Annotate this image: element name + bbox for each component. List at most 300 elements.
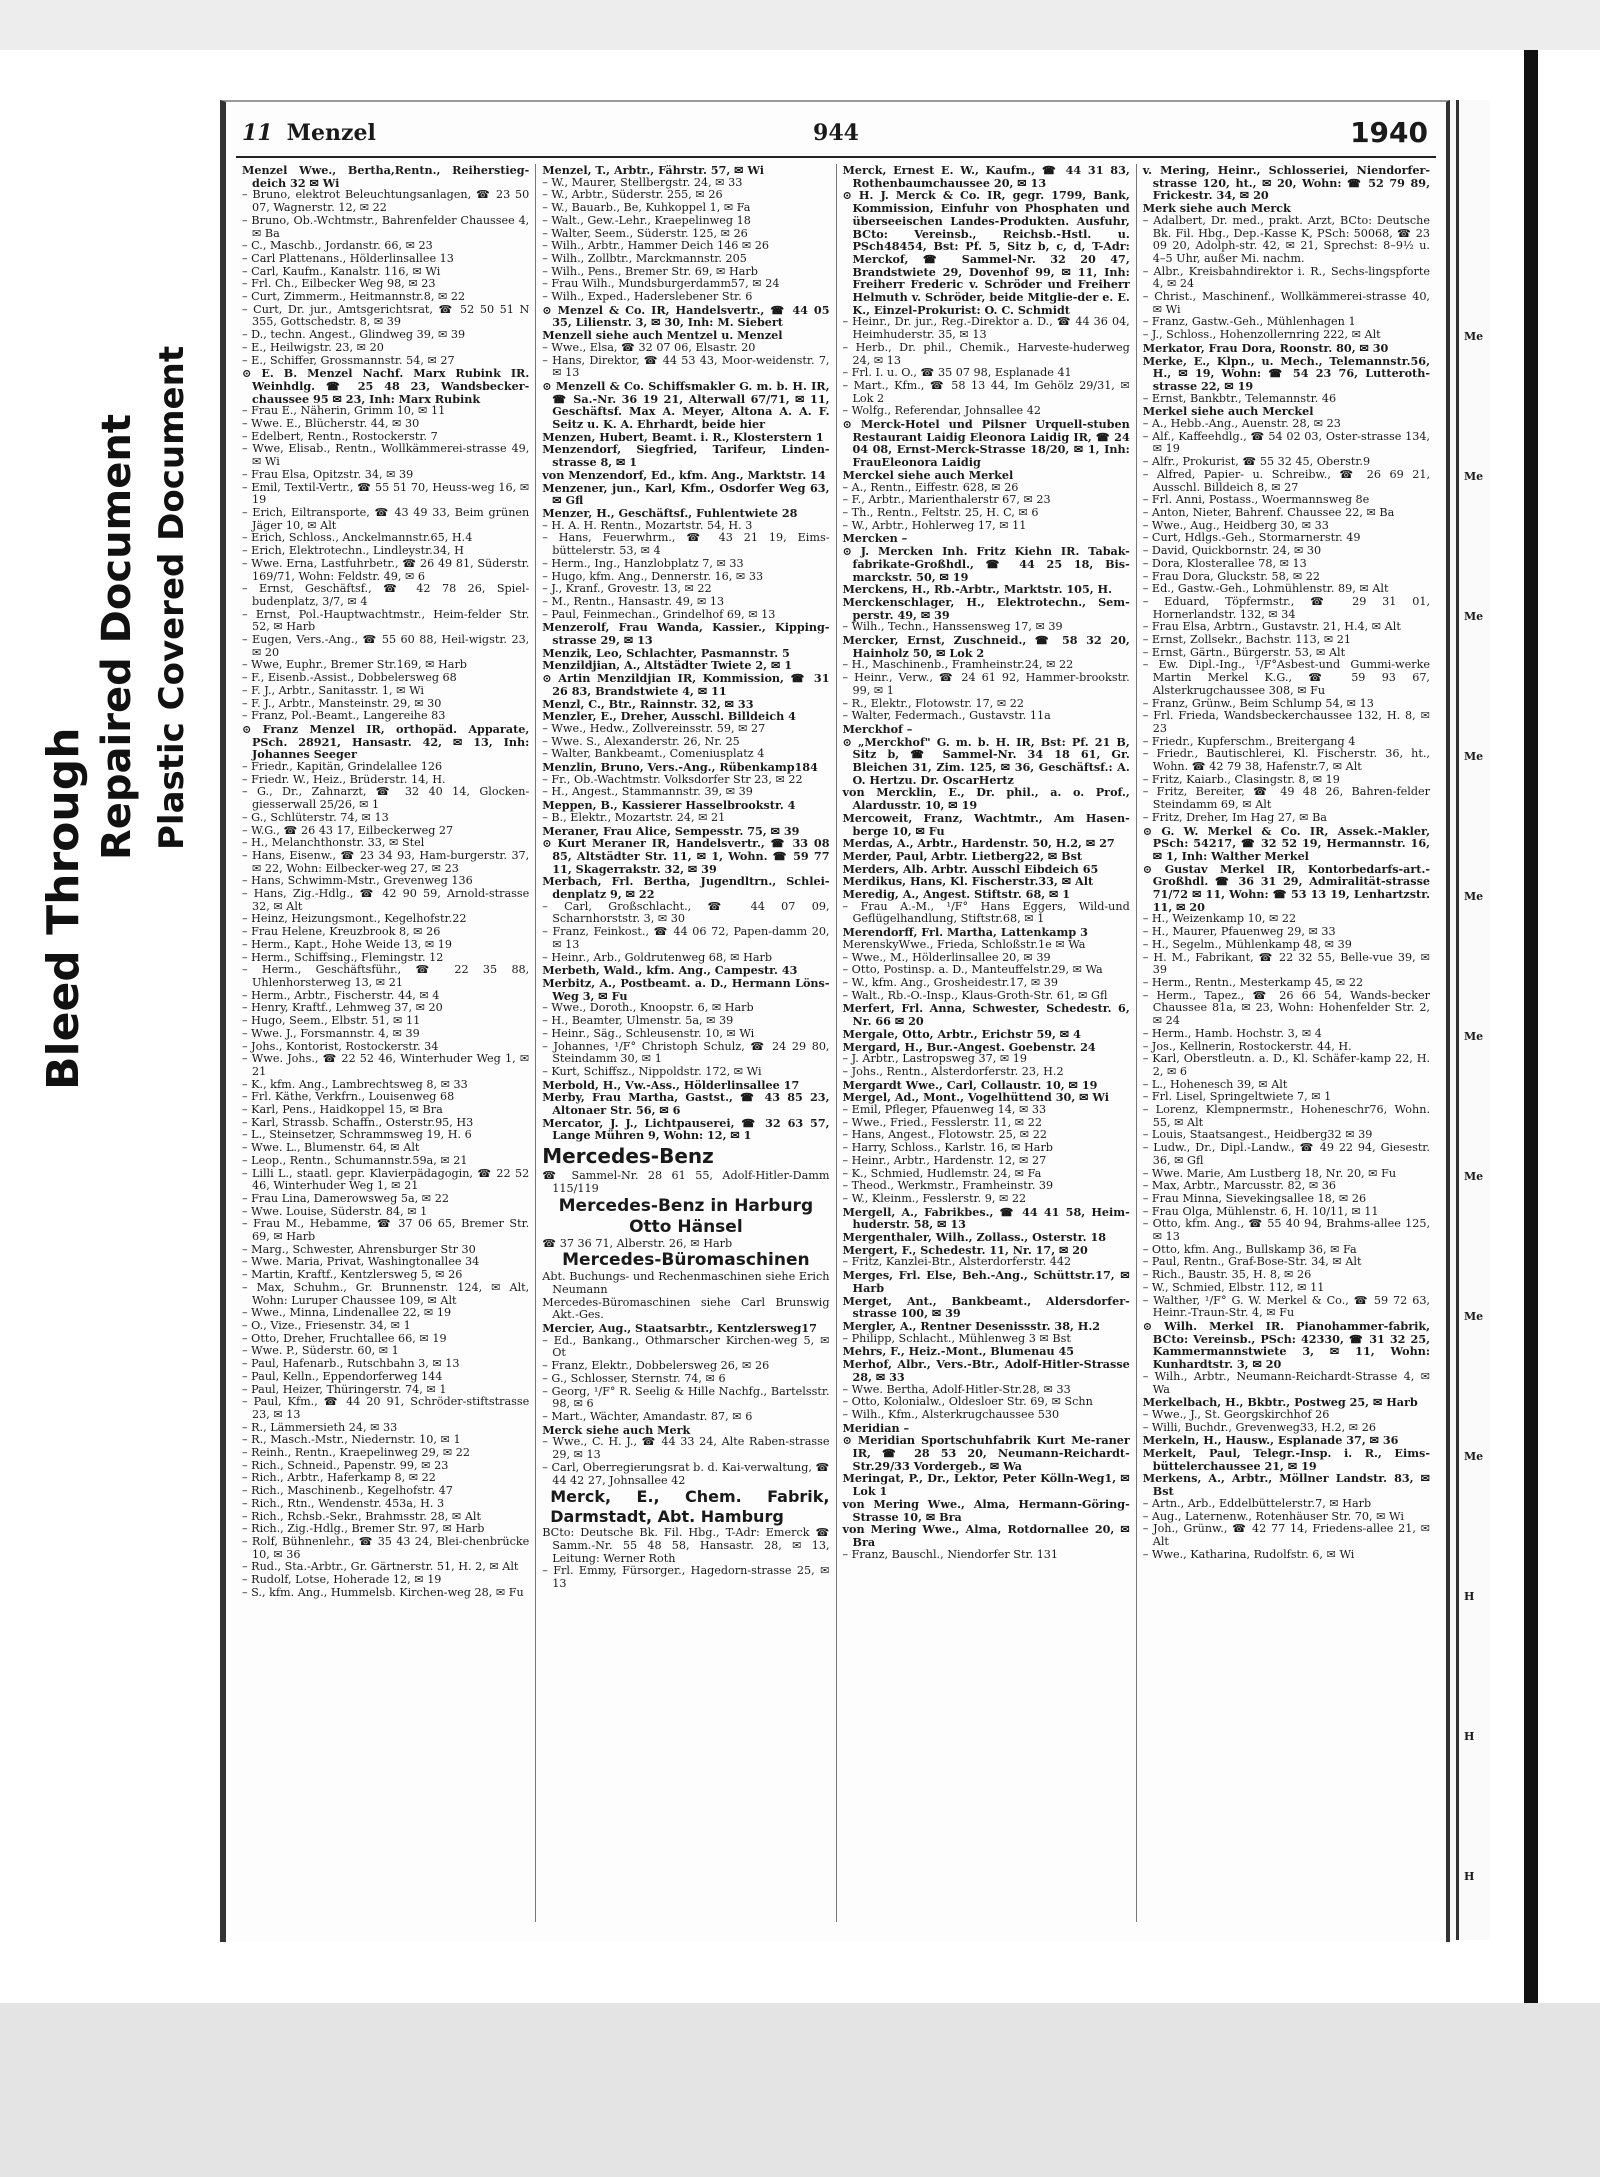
directory-entry: – Walt., Gew.-Lehr., Kraepelinweg 18 xyxy=(542,213,751,227)
directory-entry: – Rudolf, Lotse, Hoherade 12, ✉ 19 xyxy=(242,1573,442,1587)
directory-entry: ⊙ Gustav Merkel IR, Kontorbedarfs-art.-Großhdl. ☎ 36 31 29, Admiralität-strasse 71/72 ✉ 11, Wohn: ☎ 53 13 19, Lenhartzstr. 11, ✉ 20 xyxy=(1142,861,1430,914)
scan-right-margin xyxy=(1500,50,1600,2003)
directory-entry: – Th., Rentn., Feltstr. 25, H. C, ✉ 6 xyxy=(842,505,1039,519)
directory-entry: – Wwe. Marie, Am Lustberg 18, Nr. 20, ✉ Fu xyxy=(1142,1166,1397,1180)
directory-entry: – Franz, Elektr., Dobbelersweg 26, ✉ 26 xyxy=(542,1359,770,1373)
directory-entry: – Friedr., Kupferschm., Breitergang 4 xyxy=(1142,734,1356,748)
directory-entry: – H., Melanchthonstr. 33, ✉ Stel xyxy=(242,836,425,850)
directory-entry: – Herm., Rentn., Mesterkamp 45, ✉ 22 xyxy=(1142,976,1364,989)
directory-entry: – Franz, Feinkost., ☎ 44 06 72, Papen-damm 20, ✉ 13 xyxy=(542,925,830,951)
directory-entry: – Ed., Bankang., Othmarscher Kirchen-weg 5, ✉ Ot xyxy=(542,1333,830,1360)
directory-entry: – Frau Lina, Damerowsweg 5a, ✉ 22 xyxy=(242,1191,449,1205)
directory-entry: Menzendorf, Siegfried, Tarifeur, Linden-strasse 8, ✉ 1 xyxy=(542,442,830,470)
directory-entry: von Mering Wwe., Alma, Rotdornallee 20, ✉ Bra xyxy=(842,1522,1130,1549)
directory-entry: Merkel siehe auch Merckel xyxy=(1142,404,1314,419)
directory-entry: – Herm., Kapt., Hohe Weide 13, ✉ 19 xyxy=(242,937,453,951)
directory-entry: – Wwe, Elisab., Rentn., Wollkämmerei-strasse 49, ✉ Wi xyxy=(242,442,530,469)
directory-entry: – Karl, Oberstleutn. a. D., Kl. Schäfer-kamp 22, H. 2, ✉ 6 xyxy=(1142,1052,1430,1078)
adjacent-page-fragment: Me xyxy=(1464,1450,1484,1463)
directory-entry: – Kurt, Schiffsz., Nippoldstr. 172, ✉ Wi xyxy=(542,1064,762,1078)
directory-entry: – L., Steinsetzer, Schrammsweg 19, H. 6 xyxy=(242,1128,472,1142)
label-repaired-document: Repaired Document xyxy=(94,414,140,860)
directory-entry: – Joh., Grünw., ☎ 42 77 14, Friedens-allee 21, ✉ Alt xyxy=(1142,1522,1430,1548)
directory-entry: Menzl, C., Btr., Rainnstr. 32, ✉ 33 xyxy=(542,696,754,711)
directory-entry: – Carl, Großschlacht., ☎ 44 07 09, Scharnhorststr. 3, ✉ 30 xyxy=(542,899,830,926)
directory-entry: – R., Elektr., Flotowstr. 17, ✉ 22 xyxy=(842,696,1025,710)
directory-entry: ⊙ Franz Menzel IR, orthopäd. Apparate, PSch. 28921, Hansastr. 42, ✉ 13, Inh: Johannes Seeger xyxy=(242,721,530,762)
directory-entry: – O., Vize., Friesenstr. 34, ✉ 1 xyxy=(242,1318,411,1332)
directory-entry: – Walter, Bankbeamt., Comeniusplatz 4 xyxy=(542,747,765,761)
directory-entry: – Frau Minna, Sievekingsallee 18, ✉ 26 xyxy=(1142,1191,1367,1205)
directory-entry: – Erich, Eiltransporte, ☎ 43 49 33, Beim grünen Jäger 10, ✉ Alt xyxy=(242,505,530,532)
directory-entry: – G., Schlüterstr. 74, ✉ 13 xyxy=(242,810,389,824)
directory-entry: – Theod., Werkmstr., Framheinstr. 39 xyxy=(842,1179,1054,1193)
directory-entry: Menzlin, Bruno, Vers.-Ang., Rübenkamp184 xyxy=(542,760,818,775)
directory-entry: ☎ 37 36 71, Alberstr. 26, ✉ Harb xyxy=(542,1236,733,1250)
directory-entry: – Heinr., Dr. jur., Reg.-Direktor a. D., ☎ 44 36 04, Heimhuderstr. 35, ✉ 13 xyxy=(842,315,1130,342)
directory-entry: – Alfred, Papier- u. Schreibw., ☎ 26 69 21, Ausschl. Billdeich 8, ✉ 27 xyxy=(1142,467,1430,494)
directory-entry: – Frl. I. u. O., ☎ 35 07 98, Esplanade 41 xyxy=(842,366,1072,380)
directory-entry: Mehrs, F., Heiz.-Mont., Blumenau 45 xyxy=(842,1344,1075,1359)
directory-entry: – Emil, Textil-Vertr., ☎ 55 51 70, Heuss-weg 16, ✉ 19 xyxy=(242,480,530,507)
directory-entry: ⊙ Menzell & Co. Schiffsmakler G. m. b. H. IR, ☎ Sa.-Nr. 36 19 21, Alterwall 67/71, ✉ 11, Geschäftsf. Max A. Meyer, Altona A. A. F. Seitz u. K. A. Ehrhardt, beide hier xyxy=(542,378,830,432)
directory-entry: Merkens, A., Arbtr., Möllner Landstr. 83, ✉ Bst xyxy=(1142,1471,1430,1499)
directory-entry: Merkelt, Paul, Telegr.-Insp. i. R., Eims-büttelerchaussee 21, ✉ 19 xyxy=(1142,1446,1430,1473)
directory-entry: – Max, Arbtr., Marcusstr. 82, ✉ 36 xyxy=(1142,1179,1336,1193)
directory-entry: – Paul, Feinmechan., Grindelhof 69, ✉ 13 xyxy=(542,607,776,621)
directory-entry: ⊙ Artin Menzildjian IR, Kommission, ☎ 31 26 83, Brandstwiete 4, ✉ 11 xyxy=(542,671,830,698)
directory-entry: – R., Masch.-Mstr., Niedernstr. 10, ✉ 1 xyxy=(242,1433,461,1447)
directory-columns xyxy=(236,164,1436,1922)
directory-entry: – Otto, Kolonialw., Oldesloer Str. 69, ✉ Schn xyxy=(842,1395,1093,1409)
directory-entry: – W., Kleinm., Fesslerstr. 9, ✉ 22 xyxy=(842,1191,1027,1205)
directory-entry: – Frau Elsa, Opitzstr. 34, ✉ 39 xyxy=(242,467,414,481)
directory-entry: – Friedr., Kapitän, Grindelallee 126 xyxy=(242,760,443,774)
directory-entry: ⊙ „Merckhof" G. m. b. H. IR, Bst: Pf. 21 B, Sitz b, ☎ Sammel-Nr. 34 18 61, Gr. Bleichen 31, Zim. 125, ✉ 36, Geschäftsf.: A. O. Hertzu. Dr. OscarHertz xyxy=(842,734,1130,787)
directory-entry: – Rich., Arbtr., Haferkamp 8, ✉ 22 xyxy=(242,1471,436,1485)
directory-entry: – Henry, Kraftf., Lehmweg 37, ✉ 20 xyxy=(242,1001,443,1015)
directory-entry: – E., Heilwigstr. 23, ✉ 20 xyxy=(242,340,384,354)
directory-entry: Mergler, A., Rentner Desenissstr. 38, H.2 xyxy=(842,1318,1101,1333)
adjacent-page-fragment: Me xyxy=(1464,1170,1484,1183)
directory-entry: – Franz, Pol.-Beamt., Langereihe 83 xyxy=(242,709,446,723)
directory-entry: – Walter, Federmach., Gustavstr. 11a xyxy=(842,709,1051,723)
directory-entry: – W., Bauarb., Be, Kuhkoppel 1, ✉ Fa xyxy=(542,201,751,215)
directory-entry: Merck siehe auch Merk xyxy=(542,1422,691,1437)
directory-entry: Menzerolf, Frau Wanda, Kassier., Kipping-strasse 29, ✉ 13 xyxy=(542,620,830,648)
directory-entry: Merkeln, H., Hausw., Esplanade 37, ✉ 36 xyxy=(1142,1433,1399,1448)
directory-entry: – Herm., Arbtr., Fischerstr. 44, ✉ 4 xyxy=(242,988,440,1002)
directory-entry: Menzer, H., Geschäftsf., Fuhlentwiete 28 xyxy=(542,505,798,520)
directory-entry: – Frl. Käthe, Verkfrn., Louisenweg 68 xyxy=(242,1090,455,1104)
directory-entry: – Herm., Geschäftsführ., ☎ 22 35 88, Uhlenhorsterweg 13, ✉ 21 xyxy=(242,963,530,989)
directory-entry: Mergenthaler, Wilh., Zollass., Osterstr. 18 xyxy=(842,1230,1107,1245)
directory-entry: Mergardt Wwe., Carl, Collaustr. 10, ✉ 19 xyxy=(842,1077,1098,1092)
directory-entry: Merbeth, Wald., kfm. Ang., Campestr. 43 xyxy=(542,963,798,978)
directory-entry: – Wwe. J., Forsmannstr. 4, ✉ 39 xyxy=(242,1026,420,1040)
directory-entry: Merbach, Frl. Bertha, Jugendltrn., Schlei-denplatz 9, ✉ 22 xyxy=(542,874,830,902)
directory-entry: – H., Angest., Stammannstr. 39, ✉ 39 xyxy=(542,785,753,799)
directory-entry: – Frau Wilh., Mundsburgerdamm57, ✉ 24 xyxy=(542,277,780,291)
directory-entry: – Hugo, Seem., Elbstr. 51, ✉ 11 xyxy=(242,1014,421,1028)
adjacent-page-fragment: H xyxy=(1464,1730,1475,1743)
directory-entry: – B., Elektr., Mozartstr. 24, ✉ 21 xyxy=(542,810,726,824)
directory-entry: Menzildjian, A., Altstädter Twiete 2, ✉ 1 xyxy=(542,658,793,673)
directory-entry: Menzler, E., Dreher, Ausschl. Billdeich 4 xyxy=(542,709,796,724)
directory-entry: ⊙ Menzel & Co. IR, Handelsvertr., ☎ 44 05 35, Lilienstr. 3, ✉ 30, Inh: M. Siebert xyxy=(542,302,830,330)
directory-entry: Menzell siehe auch Mentzel u. Menzel xyxy=(542,328,783,343)
directory-entry: ⊙ Meridian Sportschuhfabrik Kurt Me-raner IR, ☎ 28 53 20, Neumann-Reichardt-Str.29/33 Vordergeb., ✉ Wa xyxy=(842,1433,1130,1473)
directory-entry: Merk siehe auch Merck xyxy=(1142,201,1291,216)
directory-entry: – Philipp, Schlacht., Mühlenweg 3 ✉ Bst xyxy=(842,1331,1071,1345)
directory-entry: – Heinr., Säg., Schleusenstr. 10, ✉ Wi xyxy=(542,1026,755,1040)
directory-entry: – Georg, ¹/F° R. Seelig & Hille Nachfg., Bartelsstr. 98, ✉ 6 xyxy=(542,1384,830,1411)
adjacent-page-fragment: Me xyxy=(1464,1310,1484,1323)
directory-entry: – Wwe. S., Alexanderstr. 26, Nr. 25 xyxy=(542,734,740,748)
adjacent-page-fragment: Me xyxy=(1464,330,1484,343)
directory-entry: – Frau Olga, Mühlenstr. 6, H. 10/11, ✉ 11 xyxy=(1142,1204,1379,1218)
directory-entry: – Fr., Ob.-Wachtmstr. Volksdorfer Str 23, ✉ 22 xyxy=(542,772,803,786)
directory-entry: – Frl. Anni, Postass., Woermannsweg 8e xyxy=(1142,493,1370,507)
directory-entry: – Wwe., Katharina, Rudolfstr. 6, ✉ Wi xyxy=(1142,1547,1355,1561)
directory-entry: – Herb., Dr. phil., Chemik., Harveste-huderweg 24, ✉ 13 xyxy=(842,340,1130,367)
directory-entry: – A., Hebb.-Ang., Auenstr. 28, ✉ 23 xyxy=(1142,417,1341,431)
directory-entry: – W., Arbtr., Hohlerweg 17, ✉ 11 xyxy=(842,518,1027,532)
directory-entry: – Friedr. W., Heiz., Brüderstr. 14, H. xyxy=(242,772,446,786)
directory-entry: – Hans, Eisenw., ☎ 23 34 93, Ham-burgerstr. 37, ✉ 22, Wohn: Eilbecker-weg 27, ✉ 23 xyxy=(242,848,530,875)
directory-entry: Mergell, A., Fabrikbes., ☎ 44 41 58, Heim-huderstr. 58, ✉ 13 xyxy=(842,1204,1130,1232)
directory-entry: – F., Eisenb.-Assist., Dobbelersweg 68 xyxy=(242,671,457,685)
directory-entry: – Carl Plattenans., Hölderlinsallee 13 xyxy=(242,251,454,265)
directory-entry: – Lilli L., staatl. gepr. Klavierpädagogin, ☎ 22 52 46, Winterhuder Weg 1, ✉ 21 xyxy=(242,1166,530,1193)
directory-entry: – Ernst, Gärtn., Bürgerstr. 53, ✉ Alt xyxy=(1142,645,1346,659)
directory-entry: – Frau E., Näherin, Grimm 10, ✉ 11 xyxy=(242,404,446,418)
directory-entry: – Fritz, Dreher, Im Hag 27, ✉ Ba xyxy=(1142,810,1327,824)
directory-entry: ⊙ G. W. Merkel & Co. IR, Assek.-Makler, PSch: 54217, ☎ 32 52 19, Hermannstr. 16, ✉ 1, Inh: Walther Merkel xyxy=(1142,823,1430,863)
directory-entry: – Reinh., Rentn., Kraepelinweg 29, ✉ 22 xyxy=(242,1446,471,1460)
directory-entry: Meridian – xyxy=(842,1420,910,1435)
directory-entry: – Frau Dora, Gluckstr. 58, ✉ 22 xyxy=(1142,569,1321,583)
directory-entry: – S., kfm. Ang., Hummelsb. Kirchen-weg 28, ✉ Fu xyxy=(242,1585,524,1599)
directory-entry: – Leop., Rentn., Schumannstr.59a, ✉ 21 xyxy=(242,1153,468,1167)
directory-entry: – Eduard, Töpfermstr., ☎ 29 31 01, Hornerlandstr. 132, ✉ 34 xyxy=(1142,594,1430,621)
directory-entry: – Heinr., Verw., ☎ 24 61 92, Hammer-brookstr. 99, ✉ 1 xyxy=(842,671,1130,697)
directory-entry: – Edelbert, Rentn., Rostockerstr. 7 xyxy=(242,429,438,443)
directory-entry: Mercator, J. J., Lichtpauserei, ☎ 32 63 57, Lange Mühren 9, Wohn: 12, ✉ 1 xyxy=(542,1115,830,1143)
directory-entry: von Mercklin, E., Dr. phil., a. o. Prof., Alardusstr. 10, ✉ 19 xyxy=(842,785,1130,813)
directory-entry: Mergert, F., Schedestr. 11, Nr. 17, ✉ 20 xyxy=(842,1242,1088,1257)
directory-entry: – Wwe. Maria, Privat, Washingtonallee 34 xyxy=(242,1255,480,1269)
directory-entry: ⊙ Merck-Hotel und Pilsner Urquell-stuben Restaurant Laidig Eleonora Laidig IR, ☎ 24 04 08, Ernst-Merck-Strasse 18/20, ✉ 1, Inh: FrauEleonora Laidig xyxy=(842,417,1130,470)
directory-entry: Meppen, B., Kassierer Hasselbrookstr. 4 xyxy=(542,798,796,813)
directory-entry: Mercker, Ernst, Zuschneid., ☎ 58 32 20, Hainholz 50, ✉ Lok 2 xyxy=(842,633,1130,660)
directory-entry: – Jos., Kellnerin, Rostockerstr. 44, H. xyxy=(1142,1039,1352,1053)
directory-entry: – Wwe., C. H. J., ☎ 44 33 24, Alte Raben-strasse 29, ✉ 13 xyxy=(542,1435,830,1462)
column-1 xyxy=(236,164,536,1922)
directory-entry: – Hans, Direktor, ☎ 44 53 43, Moor-weidenstr. 7, ✉ 13 xyxy=(542,353,830,380)
directory-entry: – Wwe., M., Hölderlinsallee 20, ✉ 39 xyxy=(842,950,1051,964)
directory-entry: Menzener, jun., Karl, Kfm., Osdorfer Weg 63, ✉ Gfl xyxy=(542,480,830,508)
column-3 xyxy=(837,164,1137,1922)
directory-entry: – Frau A.-M., ¹/F° Hans Eggers, Wild-und Geflügelhandlung, Stiftstr.68, ✉ 1 xyxy=(842,899,1130,926)
directory-entry: Mercoweit, Franz, Wachtmtr., Am Hasen-berge 10, ✉ Fu xyxy=(842,810,1130,838)
directory-entry: – Wilh., Zollbtr., Marckmannstr. 205 xyxy=(542,251,747,265)
directory-entry: – Ernst, Geschäftsf., ☎ 42 78 26, Spiel-budenplatz, 3/7, ✉ 4 xyxy=(242,582,530,608)
directory-entry: Mercedes-Benz in Harburg Otto Hänsel xyxy=(558,1195,814,1237)
directory-entry: ⊙ Wilh. Merkel IR. Pianohammer-fabrik, BCto: Vereinsb., PSch: 42330, ☎ 31 32 25, Kammermannstwiete 3, ✉ 11, Wohn: Kunhardtstr. 3, ✉ 20 xyxy=(1142,1318,1430,1372)
directory-entry: Merbitz, A., Postbeamt. a. D., Hermann Löns-Weg 3, ✉ Fu xyxy=(542,976,830,1003)
directory-entry: – Wilh., Arbtr., Neumann-Reichardt-Strasse 4, ✉ Wa xyxy=(1142,1369,1430,1396)
directory-entry: Merdikus, Hans, Kl. Fischerstr.33, ✉ Alt xyxy=(842,874,1094,889)
directory-entry: – Wwe. P., Süderstr. 60, ✉ 1 xyxy=(242,1344,399,1358)
directory-entry: – Mart., Kfm., ☎ 58 13 44, Im Gehölz 29/31, ✉ Lok 2 xyxy=(842,378,1130,405)
directory-entry: – G., Dr., Zahnarzt, ☎ 32 40 14, Glocken-giesserwall 25/26, ✉ 1 xyxy=(242,785,530,812)
directory-entry: – L., Hohenesch 39, ✉ Alt xyxy=(1142,1077,1288,1091)
directory-entry: – Erich, Elektrotechn., Lindleystr.34, H xyxy=(242,544,464,558)
directory-entry: – K., Schmied, Hudlemstr. 24, ✉ Fa xyxy=(842,1166,1042,1180)
directory-entry: – Bruno, elektrot Beleuchtungsanlagen, ☎ 23 50 07, Wagnerstr. 12, ✉ 22 xyxy=(242,188,530,215)
directory-entry: – Ernst, Zollsekr., Bachstr. 113, ✉ 21 xyxy=(1142,633,1352,647)
directory-entry: Merby, Frau Martha, Gastst., ☎ 43 85 23, Altonaer Str. 56, ✉ 6 xyxy=(542,1090,830,1118)
directory-entry: – Mart., Wächter, Amandastr. 87, ✉ 6 xyxy=(542,1409,753,1423)
directory-entry: – F., Arbtr., Marienthalerstr 67, ✉ 23 xyxy=(842,493,1051,507)
directory-entry: – J., Schloss., Hohenzollernring 222, ✉ Alt xyxy=(1142,328,1381,342)
directory-entry: – Wilh., Exped., Haderslebener Str. 6 xyxy=(542,290,753,304)
directory-entry: – Friedr., Bautischlerei, Kl. Fischerstr. 36, ht., Wohn. ☎ 42 79 38, Hafenstr.7, ✉ Alt xyxy=(1142,747,1430,774)
directory-entry: – F. J., Arbtr., Sanitasstr. 1, ✉ Wi xyxy=(242,683,424,697)
adjacent-page-fragment: H xyxy=(1464,1870,1475,1883)
directory-entry: – Wwe., Fried., Fesslerstr. 11, ✉ 22 xyxy=(842,1115,1042,1129)
directory-entry: – Louis, Staatsangest., Heidberg32 ✉ 39 xyxy=(1142,1128,1373,1142)
directory-entry: – Ew. Dipl.-Ing., ¹/F°Asbest-und Gummi-werke Martin Merkel K.G., ☎ 59 93 67, Alsterkrugchaussee 308, ✉ Fu xyxy=(1142,658,1430,697)
directory-entry: – Rich., Zig.-Hdlg., Bremer Str. 97, ✉ Harb xyxy=(242,1522,485,1536)
directory-entry: Mergard, H., Bur.-Angest. Goebenstr. 24 xyxy=(842,1039,1096,1054)
directory-entry: Meredig, A., Angest. Stiftstr. 68, ✉ 1 xyxy=(842,887,1071,902)
directory-entry: – Paul, Rentn., Graf-Bose-Str. 34, ✉ Alt xyxy=(1142,1255,1362,1269)
directory-entry: – Walter, Seem., Süderstr. 125, ✉ 26 xyxy=(542,226,748,240)
directory-entry: – Curt, Dr. jur., Amtsgerichtsrat, ☎ 52 50 51 N 355, Gottschedstr. 8, ✉ 39 xyxy=(242,302,530,329)
page-header xyxy=(236,116,1436,158)
directory-entry: – Karl, Strassb. Schaffn., Osterstr.95, H3 xyxy=(242,1115,474,1129)
directory-entry: Merhof, Albr., Vers.-Btr., Adolf-Hitler-Strasse 28, ✉ 33 xyxy=(842,1357,1130,1384)
directory-entry: – R., Lämmersieth 24, ✉ 33 xyxy=(242,1420,398,1434)
directory-entry: Merckhof – xyxy=(842,721,913,736)
directory-entry: – Hans, Angest., Flotowstr. 25, ✉ 22 xyxy=(842,1128,1047,1142)
directory-entry: – C., Maschb., Jordanstr. 66, ✉ 23 xyxy=(242,239,433,253)
directory-entry: ⊙ H. J. Merck & Co. IR, gegr. 1799, Bank, Kommission, Einfuhr von Phosphaten und überseeischen Landes-Produkten. Ausfuhr, BCto: Vereinsb., Reichsb.-Hstl. u. PSch48454, Bst: Pf. 5, Sitz b, c, d, T-Adr: Merckof, ☎ Sammel-Nr. 32 20 47, Brandstwiete 29, Dovenhof 99, ✉ 11, Inh: Freiherr Frederic v. Schröder und Freiherr Helmuth v. Schröder, beide Mitglie-der e. E. K., Einzel-Prokurist: O. C. Schmidt xyxy=(842,188,1130,317)
directory-entry: – Alfr., Prokurist, ☎ 55 32 45, Oberstr.9 xyxy=(1142,455,1371,469)
directory-entry: – M., Rentn., Hansastr. 49, ✉ 13 xyxy=(542,594,725,608)
directory-entry: MerenskyWwe., Frieda, Schloßstr.1e ✉ Wa xyxy=(842,937,1086,951)
directory-entry: Merkelbach, H., Bkbtr., Postweg 25, ✉ Harb xyxy=(1142,1395,1418,1410)
directory-entry: – Heinr., Arb., Goldrutenweg 68, ✉ Harb xyxy=(542,950,773,964)
directory-entry: Merke, E., Klpn., u. Mech., Telemannstr.56, H., ✉ 19, Wohn: ☎ 54 23 76, Lutteroth-strasse 22, ✉ 19 xyxy=(1142,353,1430,393)
directory-entry: Mercedes-Büromaschinen siehe Carl Brunswig Akt.-Ges. xyxy=(542,1295,830,1322)
directory-entry: – Artn., Arb., Eddelbüttelerstr.7, ✉ Harb xyxy=(1142,1496,1372,1510)
adjacent-page-fragment: Me xyxy=(1464,470,1484,483)
directory-entry: – H., Beamter, Ulmenstr. 5a, ✉ 39 xyxy=(542,1014,734,1028)
directory-entry: – Wwe., Aug., Heidberg 30, ✉ 33 xyxy=(1142,518,1329,532)
header-page-number: 944 xyxy=(813,120,859,146)
directory-entry: – Rich., Maschinenb., Kegelhofstr. 47 xyxy=(242,1484,453,1498)
directory-entry: Merbold, H., Vw.-Ass., Hölderlinsallee 17 xyxy=(542,1077,800,1092)
directory-entry: – Otto, Dreher, Fruchtallee 66, ✉ 19 xyxy=(242,1331,447,1345)
directory-entry: – Paul, Kfm., ☎ 44 20 91, Schröder-stiftstrasse 23, ✉ 13 xyxy=(242,1395,530,1421)
directory-entry: – Martin, Kraftf., Kentzlersweg 5, ✉ 26 xyxy=(242,1268,463,1282)
directory-entry: – H., Maschinenb., Framheinstr.24, ✉ 22 xyxy=(842,658,1074,672)
directory-entry: – E., Schiffer, Grossmannstr. 54, ✉ 27 xyxy=(242,353,455,367)
column-2 xyxy=(536,164,836,1922)
directory-entry: – Herm., Schiffsing., Flemingstr. 12 xyxy=(242,950,444,964)
directory-entry: – Rud., Sta.-Arbtr., Gr. Gärtnerstr. 51, H. 2, ✉ Alt xyxy=(242,1560,519,1574)
directory-entry: von Menzendorf, Ed., kfm. Ang., Marktstr. 14 xyxy=(542,467,826,482)
directory-entry: – Paul, Kelln., Eppendorferweg 144 xyxy=(242,1369,443,1383)
directory-entry: – Rich., Schneid., Papenstr. 99, ✉ 23 xyxy=(242,1458,449,1472)
directory-entry: Menzel Wwe., Bertha,Rentn., Reiherstieg-deich 32 ✉ Wi xyxy=(242,164,530,190)
directory-entry: – Otto, kfm. Ang., Bullskamp 36, ✉ Fa xyxy=(1142,1242,1357,1256)
directory-entry: – W., Arbtr., Süderstr. 255, ✉ 26 xyxy=(542,188,723,202)
directory-entry: Merckel siehe auch Merkel xyxy=(842,467,1014,482)
directory-entry: – Franz, Grünw., Beim Schlump 54, ✉ 13 xyxy=(1142,696,1374,710)
directory-entry: – Carl, Kaufm., Kanalstr. 116, ✉ Wi xyxy=(242,264,441,278)
directory-entry: – Wwe., Doroth., Knoopstr. 6, ✉ Harb xyxy=(542,1001,754,1015)
directory-entry: – Wilh., Techn., Hanssensweg 17, ✉ 39 xyxy=(842,620,1063,634)
directory-entry: v. Mering, Heinr., Schlosseriei, Niendorfer-strasse 120, ht., ✉ 20, Wohn: ☎ 52 79 89, Frickestr. 34, ✉ 20 xyxy=(1142,164,1430,203)
directory-entry: – H. M., Fabrikant, ☎ 22 32 55, Belle-vue 39, ✉ 39 xyxy=(1142,950,1430,977)
directory-entry: Menzen, Hubert, Beamt. i. R., Klosterstern 1 xyxy=(542,429,824,444)
directory-entry: – Frl. Lisel, Springeltwiete 7, ✉ 1 xyxy=(1142,1090,1332,1104)
directory-entry: – F. J., Arbtr., Mansteinstr. 29, ✉ 30 xyxy=(242,696,442,710)
header-volume-number: 11 xyxy=(242,120,273,146)
directory-entry: ⊙ E. B. Menzel Nachf. Marx Rubink IR. Weinhdlg. ☎ 25 48 23, Wandsbecker-chaussee 95 ✉ 23, Inh: Marx Rubink xyxy=(242,366,530,406)
directory-entry: – Willi, Buchdr., Grevenweg33, H.2, ✉ 26 xyxy=(1142,1420,1376,1434)
directory-entry: – Wilh., Arbtr., Hammer Deich 146 ✉ 26 xyxy=(542,239,770,253)
directory-entry: – Wwe., Hedw., Zollvereinsstr. 59, ✉ 27 xyxy=(542,721,766,735)
directory-entry: – Fritz, Bereiter, ☎ 49 48 26, Bahren-felder Steindamm 69, ✉ Alt xyxy=(1142,785,1430,812)
directory-entry: – W.G., ☎ 26 43 17, Eilbeckerweg 27 xyxy=(242,823,454,837)
directory-entry: – Christ., Maschinenf., Wollkämmerei-strasse 40, ✉ Wi xyxy=(1142,290,1430,316)
directory-entry: – H., Segelm., Mühlenkamp 48, ✉ 39 xyxy=(1142,937,1352,951)
directory-entry: – Max, Schuhm., Gr. Brunnenstr. 124, ✉ Alt, Wohn: Luruper Chaussee 109, ✉ Alt xyxy=(242,1280,530,1307)
directory-entry: Mergel, Ad., Mont., Vogelhüttend 30, ✉ Wi xyxy=(842,1090,1110,1105)
directory-entry: Mergale, Otto, Arbtr., Erichstr 59, ✉ 4 xyxy=(842,1026,1081,1041)
directory-entry: – Walt., Rb.-O.-Insp., Klaus-Groth-Str. 61, ✉ Gfl xyxy=(842,988,1108,1002)
adjacent-page-fragment: Me xyxy=(1464,750,1484,763)
directory-entry: Mercken – xyxy=(842,531,908,546)
directory-entry: – Wwe, Euphr., Bremer Str.169, ✉ Harb xyxy=(242,658,467,672)
directory-entry: – Alf., Kaffeehdlg., ☎ 54 02 03, Oster-strasse 134, ✉ 19 xyxy=(1142,429,1430,456)
directory-entry: – Carl, Oberregierungsrat b. d. Kai-verwaltung, ☎ 44 42 27, Johnsallee 42 xyxy=(542,1460,830,1487)
directory-entry: – Frl. Ch., Eilbecker Weg 98, ✉ 23 xyxy=(242,277,436,291)
directory-entry: – Wolfg., Referendar, Johnsallee 42 xyxy=(842,404,1041,418)
directory-entry: – Frau M., Hebamme, ☎ 37 06 65, Bremer Str. 69, ✉ Harb xyxy=(242,1217,530,1244)
directory-entry: – Franz, Bauschl., Niendorfer Str. 131 xyxy=(842,1547,1059,1561)
directory-entry: Merges, Frl. Else, Beh.-Ang., Schüttstr.17, ✉ Harb xyxy=(842,1268,1130,1295)
directory-entry: – Otto, kfm. Ang., ☎ 55 40 94, Brahms-allee 125, ✉ 13 xyxy=(1142,1217,1430,1244)
directory-entry: – Aug., Laternenw., Rotenhäuser Str. 70, ✉ Wi xyxy=(1142,1509,1404,1523)
directory-entry: ☎ Sammel-Nr. 28 61 55, Adolf-Hitler-Damm 115/119 xyxy=(542,1169,830,1195)
directory-entry: – Johannes, ¹/F° Christoph Schulz, ☎ 24 29 80, Steindamm 30, ✉ 1 xyxy=(542,1039,830,1066)
header-name: Menzel xyxy=(286,120,376,146)
directory-entry: – Frl. Frieda, Wandsbeckerchaussee 132, H. 8, ✉ 23 xyxy=(1142,709,1430,735)
directory-entry: – Rolf, Bühnenlehr., ☎ 35 43 24, Blei-chenbrücke 10, ✉ 36 xyxy=(242,1534,530,1561)
directory-entry: – Hans, Feuerwhrm., ☎ 43 21 19, Eims-büttelerstr. 53, ✉ 4 xyxy=(542,531,830,558)
directory-entry: – Johs., Rentn., Alsterdorferstr. 23, H.2 xyxy=(842,1064,1064,1078)
directory-entry: – A., Rentn., Eiffestr. 628, ✉ 26 xyxy=(842,480,1019,494)
directory-entry: – Albr., Kreisbahndirektor i. R., Sechs-lingspforte 4, ✉ 24 xyxy=(1142,264,1430,291)
directory-entry: – Wwe. Erna, Lastfuhrbetr., ☎ 26 49 81, Süderstr. 169/71, Wohn: Feldstr. 49, ✉ 6 xyxy=(242,556,530,583)
side-labels xyxy=(20,200,200,1100)
directory-entry: Mercedes-Büromaschinen xyxy=(562,1250,810,1271)
directory-entry: – Harry, Schloss., Karlstr. 16, ✉ Harb xyxy=(842,1141,1053,1155)
directory-entry: – Bruno, Ob.-Wchtmstr., Bahrenfelder Chaussee 4, ✉ Ba xyxy=(242,213,530,240)
adjacent-page-strip xyxy=(1450,100,1490,1940)
directory-entry: – Ludw., Dr., Dipl.-Landw., ☎ 49 22 94, Giesestr. 36, ✉ Gfl xyxy=(1142,1141,1430,1167)
directory-entry: Mercedes-Benz xyxy=(542,1144,714,1169)
directory-entry: – Walther, ¹/F° G. W. Merkel & Co., ☎ 59 72 63, Heinr.-Traun-Str. 4, ✉ Fu xyxy=(1142,1293,1430,1320)
scan-top-margin xyxy=(0,0,1600,50)
directory-entry: – Lorenz, Klempnermstr., Hoheneschr76, Wohn. 55, ✉ Alt xyxy=(1142,1103,1430,1129)
directory-entry: – J. Arbtr., Lastropsweg 37, ✉ 19 xyxy=(842,1052,1027,1066)
adjacent-page-fragment: Me xyxy=(1464,1030,1484,1043)
directory-entry: Merckenschlager, H., Elektrotechn., Sem-perstr. 49, ✉ 39 xyxy=(842,594,1130,622)
directory-entry: – Paul, Heizer, Thüringerstr. 74, ✉ 1 xyxy=(242,1382,447,1396)
page-edge xyxy=(1456,100,1459,1940)
directory-entry: – Ernst, Bankbtr., Telemannstr. 46 xyxy=(1142,391,1337,405)
scan-bottom-margin xyxy=(0,2003,1600,2177)
directory-entry: – W., Schmied, Elbstr. 112, ✉ 11 xyxy=(1142,1280,1325,1294)
directory-entry: Merders, Alb. Arbtr. Ausschl Eibdeich 65 xyxy=(842,861,1099,876)
directory-entry: – W., Maurer, Stellbergstr. 24, ✉ 33 xyxy=(542,175,743,189)
directory-entry: – Herm., Hamb. Hochstr. 3, ✉ 4 xyxy=(1142,1026,1322,1040)
directory-entry: – H., Maurer, Pfauenweg 29, ✉ 33 xyxy=(1142,925,1336,939)
directory-entry: – Herm., Ing., Hanzlobplatz 7, ✉ 33 xyxy=(542,556,744,570)
directory-entry: Meraner, Frau Alice, Sempesstr. 75, ✉ 39 xyxy=(542,823,800,838)
directory-entry: – H., Weizenkamp 10, ✉ 22 xyxy=(1142,912,1297,926)
directory-entry: Merfert, Frl. Anna, Schwester, Schedestr. 6, Nr. 66 ✉ 20 xyxy=(842,1001,1130,1029)
directory-entry: – Rich., Baustr. 35, H. 8, ✉ 26 xyxy=(1142,1268,1312,1282)
directory-entry: ⊙ J. Mercken Inh. Fritz Kiehn IR. Tabak-fabrikate-Großhdl., ☎ 44 25 18, Bis-marckstr. 50, ✉ 19 xyxy=(842,544,1130,584)
directory-entry: – Wwe. Bertha, Adolf-Hitler-Str.28, ✉ 33 xyxy=(842,1382,1071,1396)
directory-entry: – Wwe. E., Blücherstr. 44, ✉ 30 xyxy=(242,417,420,431)
directory-entry: – Marg., Schwester, Ahrensburger Str 30 xyxy=(242,1242,476,1256)
directory-entry: – Frau Elsa, Arbtrn., Gustavstr. 21, H.4, ✉ Alt xyxy=(1142,620,1401,634)
directory-entry: – Fritz, Kaiarb., Clasingstr. 8, ✉ 19 xyxy=(1142,772,1340,786)
directory-entry: – Anton, Nieter, Bahrenf. Chaussee 22, ✉ Ba xyxy=(1142,505,1395,519)
directory-entry: – Paul, Hafenarb., Rutschbahn 3, ✉ 13 xyxy=(242,1357,460,1371)
directory-entry: – Fritz, Kanzlei-Btr., Alsterdorferstr. 442 xyxy=(842,1255,1072,1269)
directory-entry: – Erich, Schloss., Anckelmannstr.65, H.4 xyxy=(242,531,473,545)
directory-entry: – Karl, Pens., Haidkoppel 15, ✉ Bra xyxy=(242,1103,443,1117)
scan-binding-bar xyxy=(1524,50,1538,2003)
adjacent-page-fragment: Me xyxy=(1464,890,1484,903)
directory-entry: – Rich., Rchsb.-Sekr., Brahmsstr. 28, ✉ Alt xyxy=(242,1509,481,1523)
directory-entry: ⊙ Kurt Meraner IR, Handelsvertr., ☎ 33 08 85, Altstädter Str. 11, ✉ 1, Wohn. ☎ 59 77 11, Skagerrakstr. 32, ✉ 39 xyxy=(542,836,830,876)
directory-entry: – W., kfm. Ang., Grosheidestr.17, ✉ 39 xyxy=(842,976,1058,989)
directory-entry: – Wwe., Minna, Lindenallee 22, ✉ 19 xyxy=(242,1306,452,1320)
directory-entry: – Curt, Hdlgs.-Geh., Stormarnerstr. 49 xyxy=(1142,531,1361,545)
directory-entry: – Wwe., Elsa, ☎ 32 07 06, Elsastr. 20 xyxy=(542,340,756,354)
directory-entry: Menzik, Leo, Schlachter, Pasmannstr. 5 xyxy=(542,645,790,660)
directory-entry: – Ernst, Pol.-Hauptwachtmstr., Heim-felder Str. 52, ✉ Harb xyxy=(242,607,530,634)
directory-entry: Merkator, Frau Dora, Roonstr. 80, ✉ 30 xyxy=(1142,340,1389,355)
directory-entry: – Wilh., Kfm., Alsterkrugchaussee 530 xyxy=(842,1407,1060,1421)
adjacent-page-fragment: Me xyxy=(1464,610,1484,623)
directory-entry: Merget, Ant., Bankbeamt., Aldersdorfer-strasse 100, ✉ 39 xyxy=(842,1293,1130,1321)
directory-entry: – Herm., Tapez., ☎ 26 66 54, Wands-becker Chaussee 81a, ✉ 23, Wohn: Hohenfelder Str. 2, ✉ 24 xyxy=(1142,988,1430,1028)
directory-entry: – Adalbert, Dr. med., prakt. Arzt, BCto: Deutsche Bk. Fil. Hbg., Dep.-Kasse K, PSch: 50068, ☎ 23 09 20, Adolph-str. 42, ✉ 21, Sprechst: 8–9½ u. 4–5 Uhr, außer Mi. nachm. xyxy=(1142,213,1430,265)
directory-entry: – Ed., Gastw.-Geh., Lohmühlenstr. 89, ✉ Alt xyxy=(1142,582,1389,596)
